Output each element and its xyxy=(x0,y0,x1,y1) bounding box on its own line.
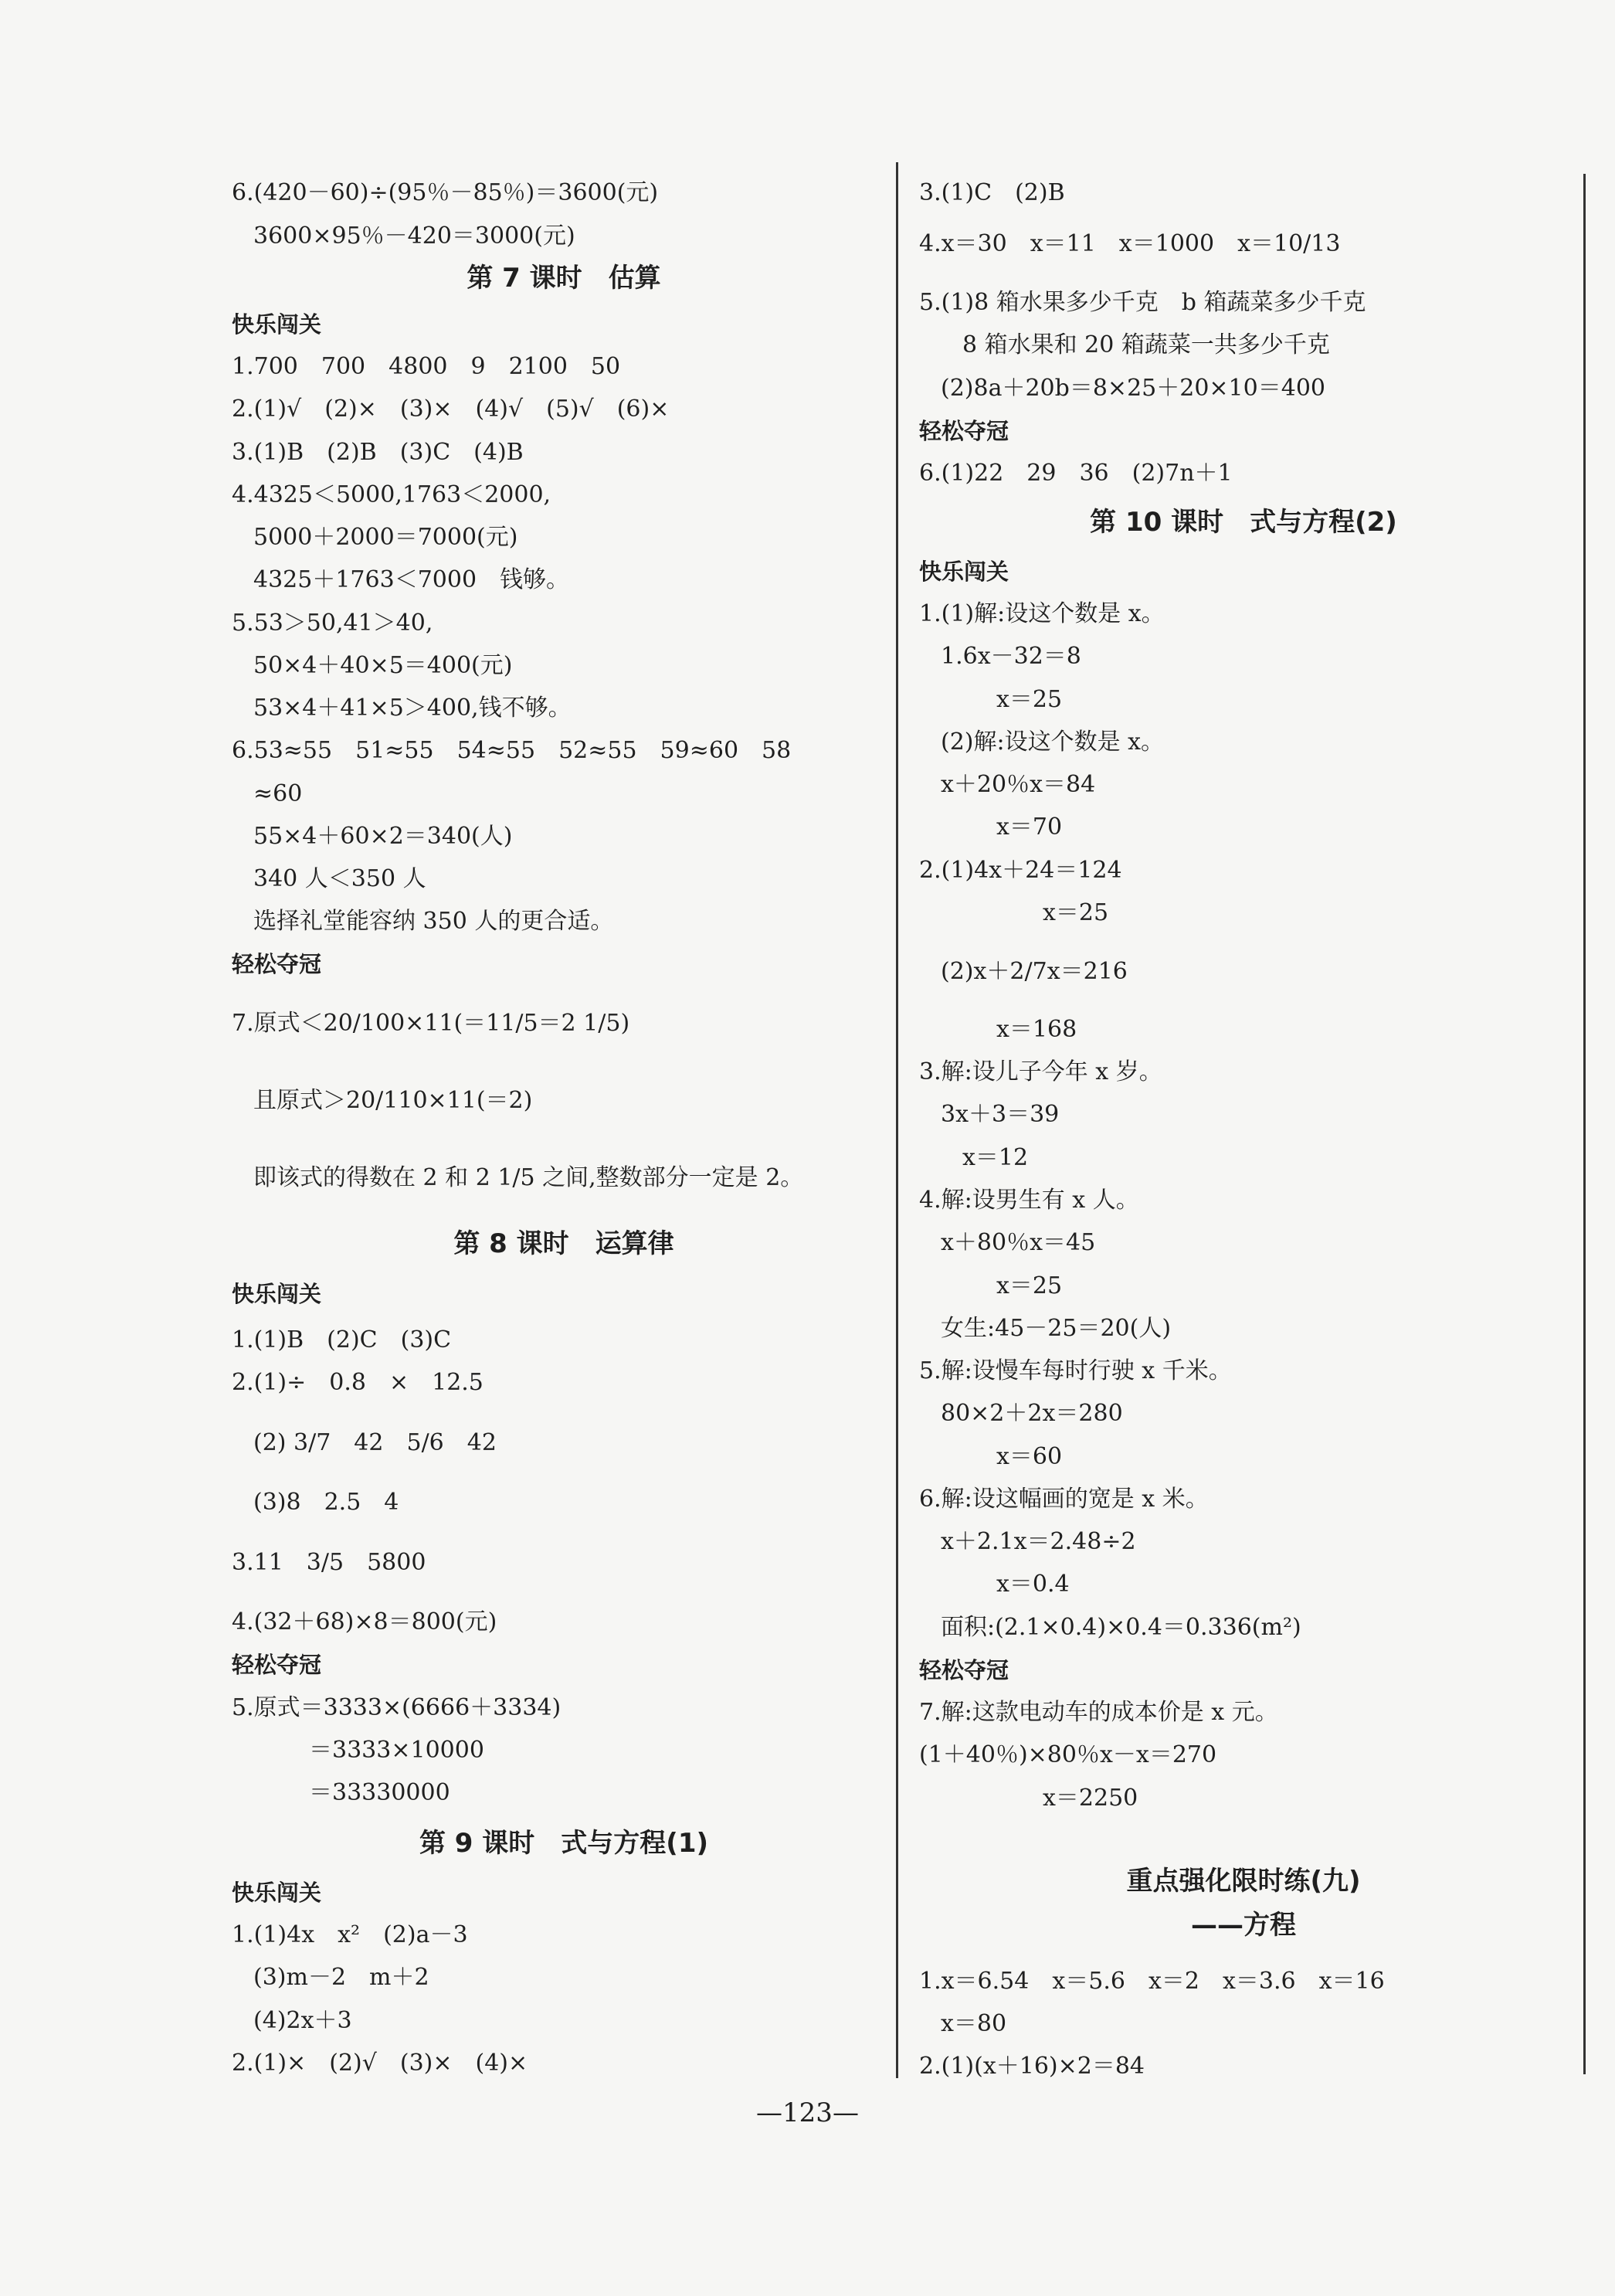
answer-line: 2.(1)÷ 0.8 × 12.5 xyxy=(232,1369,483,1396)
subsection-label: 快乐闯关 xyxy=(919,559,1009,585)
answer-line: 55×4＋60×2＝340(人) xyxy=(253,823,513,850)
answer-line: 80×2＋2x＝280 xyxy=(941,1400,1123,1427)
answer-line: x＋80％x＝45 xyxy=(941,1229,1096,1256)
answer-line: (1＋40％)×80％x－x＝270 xyxy=(919,1741,1217,1768)
answer-line: 5.(1)8 箱水果多少千克 b 箱蔬菜多少千克 xyxy=(919,289,1366,316)
subsection-label: 轻松夺冠 xyxy=(232,1652,322,1678)
answer-line: 7.解:这款电动车的成本价是 x 元。 xyxy=(919,1699,1278,1726)
answer-line: x＝25 xyxy=(1043,899,1109,926)
subsection-label: 轻松夺冠 xyxy=(232,951,322,977)
answer-line: 7.原式＜20/100×11(＝11/5＝2 1/5) xyxy=(232,1010,630,1037)
answer-line: 且原式＞20/110×11(＝2) xyxy=(253,1087,533,1114)
answer-line: 面积:(2.1×0.4)×0.4＝0.336(m²) xyxy=(941,1614,1301,1641)
answer-line: (2)x＋2/7x＝216 xyxy=(941,958,1128,985)
section-heading: 第 7 课时 估算 xyxy=(467,263,661,294)
answer-line: 5.解:设慢车每时行驶 x 千米。 xyxy=(919,1357,1232,1384)
answer-line: 2.(1)(x＋16)×2＝84 xyxy=(919,2053,1145,2080)
answer-line: ＝33330000 xyxy=(309,1779,450,1806)
subsection-label: 轻松夺冠 xyxy=(919,418,1009,444)
answer-line: 选择礼堂能容纳 350 人的更合适。 xyxy=(253,908,614,935)
answer-line: x＋2.1x＝2.48÷2 xyxy=(941,1528,1136,1555)
subsection-label: 快乐闯关 xyxy=(232,1880,322,1906)
answer-line: x＝60 xyxy=(996,1443,1063,1470)
answer-line: 1.(1)4x x² (2)a－3 xyxy=(232,1921,468,1948)
answer-line: 1.700 700 4800 9 2100 50 xyxy=(232,353,621,380)
answer-line: 2.(1)× (2)√ (3)× (4)× xyxy=(232,2050,528,2077)
answer-line: x＝0.4 xyxy=(996,1571,1070,1598)
answer-line: 4325＋1763＜7000 钱够。 xyxy=(253,566,570,593)
answer-line: (2)解:设这个数是 x。 xyxy=(941,729,1165,756)
answer-line: 6.53≈55 51≈55 54≈55 52≈55 59≈60 58 xyxy=(232,737,792,764)
answer-line: x＝168 xyxy=(996,1016,1077,1043)
answer-line: 1.6x－32＝8 xyxy=(941,643,1081,670)
section-heading: 第 9 课时 式与方程(1) xyxy=(419,1828,709,1859)
section-heading: ——方程 xyxy=(1191,1910,1296,1941)
subsection-label: 轻松夺冠 xyxy=(919,1657,1009,1683)
column-divider xyxy=(896,162,898,2078)
answer-line: 即该式的得数在 2 和 2 1/5 之间,整数部分一定是 2。 xyxy=(253,1164,804,1191)
answer-line: 1.(1)解:设这个数是 x。 xyxy=(919,600,1165,627)
answer-line: 340 人＜350 人 xyxy=(253,865,426,892)
answer-line: 5.53＞50,41＞40, xyxy=(232,610,433,637)
answer-line: 53×4＋41×5＞400,钱不够。 xyxy=(253,695,572,722)
answer-line: x＝25 xyxy=(996,1272,1063,1299)
answer-line: 1.(1)B (2)C (3)C xyxy=(232,1326,452,1353)
answer-line: 1.x＝6.54 x＝5.6 x＝2 x＝3.6 x＝16 xyxy=(919,1968,1385,1995)
answer-line: 5.原式＝3333×(6666＋3334) xyxy=(232,1694,562,1721)
answer-line: 3.11 3/5 5800 xyxy=(232,1549,426,1576)
answer-line: 4.x＝30 x＝11 x＝1000 x＝10/13 xyxy=(919,230,1341,257)
answer-line: 2.(1)4x＋24＝124 xyxy=(919,857,1122,884)
answer-line: 8 箱水果和 20 箱蔬菜一共多少千克 xyxy=(962,331,1330,358)
page-number: —123— xyxy=(756,2097,859,2128)
answer-line: 3600×95％－420＝3000(元) xyxy=(253,222,575,250)
answer-line: 4.4325＜5000,1763＜2000, xyxy=(232,481,551,508)
answer-line: 50×4＋40×5＝400(元) xyxy=(253,652,513,679)
answer-line: ＝3333×10000 xyxy=(309,1737,484,1764)
answer-line: 4.解:设男生有 x 人。 xyxy=(919,1187,1139,1214)
answer-line: 3x＋3＝39 xyxy=(941,1101,1060,1128)
answer-line: (4)2x＋3 xyxy=(253,2007,352,2034)
subsection-label: 快乐闯关 xyxy=(232,1281,322,1307)
answer-line: x＋20％x＝84 xyxy=(941,771,1096,798)
answer-line: 3.解:设儿子今年 x 岁。 xyxy=(919,1058,1162,1085)
answer-line: x＝2250 xyxy=(1043,1785,1138,1812)
answer-line: (2)8a＋20b＝8×25＋20×10＝400 xyxy=(941,375,1325,402)
section-heading: 重点强化限时练(九) xyxy=(1126,1866,1361,1897)
answer-line: 5000＋2000＝7000(元) xyxy=(253,524,518,551)
answer-line: x＝25 xyxy=(996,686,1063,713)
answer-line: x＝80 xyxy=(941,2010,1007,2037)
answer-line: (2) 3/7 42 5/6 42 xyxy=(253,1429,497,1456)
answer-line: 6.(1)22 29 36 (2)7n＋1 xyxy=(919,460,1233,487)
subsection-label: 快乐闯关 xyxy=(232,311,322,338)
answer-line: 6.解:设这幅画的宽是 x 米。 xyxy=(919,1486,1209,1513)
answer-line: 2.(1)√ (2)× (3)× (4)√ (5)√ (6)× xyxy=(232,396,670,423)
answer-line: (3)m－2 m＋2 xyxy=(253,1964,429,1991)
section-heading: 第 10 课时 式与方程(2) xyxy=(1090,507,1397,538)
answer-line: 6.(420－60)÷(95％－85％)＝3600(元) xyxy=(232,179,659,206)
answer-line: x＝70 xyxy=(996,813,1063,841)
answer-line: x＝12 xyxy=(962,1144,1029,1171)
answer-line: 3.(1)C (2)B xyxy=(919,179,1065,206)
answer-line: 4.(32＋68)×8＝800(元) xyxy=(232,1608,497,1635)
answer-line: 女生:45－25＝20(人) xyxy=(941,1315,1172,1342)
answer-line: 3.(1)B (2)B (3)C (4)B xyxy=(232,439,524,466)
right-edge-rule xyxy=(1583,174,1586,2074)
answer-line: (3)8 2.5 4 xyxy=(253,1489,399,1516)
section-heading: 第 8 课时 运算律 xyxy=(453,1228,674,1259)
answer-line: ≈60 xyxy=(253,780,303,807)
